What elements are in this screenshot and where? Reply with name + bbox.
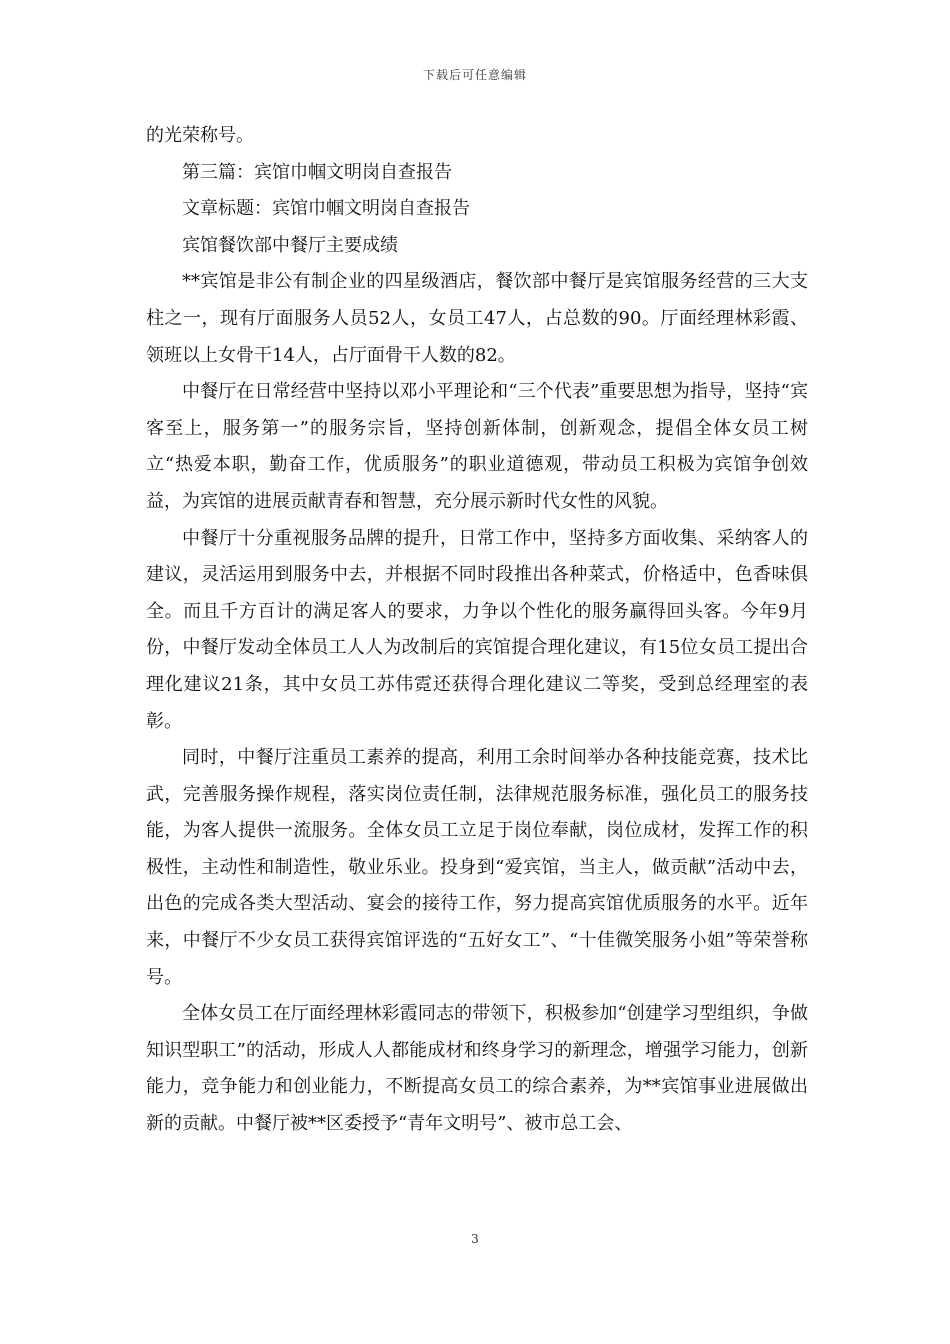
article-title: 文章标题：宾馆巾帼文明岗自查报告 [182,198,470,220]
paragraph: 中餐厅在日常经营中坚持以邓小平理论和“三个代表”重要思想为指导，坚持“宾客至上，服务第一”的服务宗旨，坚持创新体制，创新观念，提倡全体女员工树立“热爱本职，勤奋工作，优质服务”的职业道德观，带动员工积极为宾馆争创效益，为宾馆的进展贡献青春和智慧，充分展示新时代女性的风貌。 [146,381,808,512]
document-body [146,118,808,1143]
paragraph: **宾馆是非公有制企业的四星级酒店，餐饮部中餐厅是宾馆服务经营的三大支柱之一，现有厅面服务人员52人，女员工47人，占总数的90。厅面经理林彩霞、领班以上女骨干14人，占厅面骨干人数的82。 [146,271,808,366]
page-header: 下载后可任意编辑 [422,68,527,82]
section-heading: 第三篇：宾馆巾帼文明岗自查报告 [182,161,452,183]
subtitle: 宾馆餐饮部中餐厅主要成绩 [182,234,398,256]
paragraph-continuation: 的光荣称号。 [146,125,254,146]
paragraph: 同时，中餐厅注重员工素养的提高，利用工余时间举办各种技能竞赛，技术比武，完善服务操作规程，落实岗位责任制，法律规范服务标准，强化员工的服务技能，为客人提供一流服务。全体女员工立足于岗位奉献，岗位成材，发挥工作的积极性，主动性和制造性，敬业乐业。投身到“爱宾馆，当主人，做贡献”活动中去，出色的完成各类大型活动、宴会的接待工作，努力提高宾馆优质服务的水平。近年来，中餐厅不少女员工获得宾馆评选的“五好女工”、“十佳微笑服务小姐”等荣誉称号。 [146,747,808,988]
paragraph: 中餐厅十分重视服务品牌的提升，日常工作中，坚持多方面收集、采纳客人的建议，灵活运用到服务中去，并根据不同时段推出各种菜式，价格适中，色香味俱全。而且千方百计的满足客人的要求，力争以个性化的服务赢得回头客。今年9月份，中餐厅发动全体员工人人为改制后的宾馆提合理化建议，有15位女员工提出合理化建议21条，其中女员工苏伟霓还获得合理化建议二等奖，受到总经理室的表彰。 [146,527,808,732]
page-number: 3 [471,1232,479,1246]
paragraph: 全体女员工在厅面经理林彩霞同志的带领下，积极参加“创建学习型组织，争做知识型职工”的活动，形成人人都能成材和终身学习的新理念，增强学习能力，创新能力，竞争能力和创业能力，不断提高女员工的综合素养，为**宾馆事业进展做出新的贡献。中餐厅被**区委授予“青年文明号”、被市总工会、 [146,1003,808,1135]
